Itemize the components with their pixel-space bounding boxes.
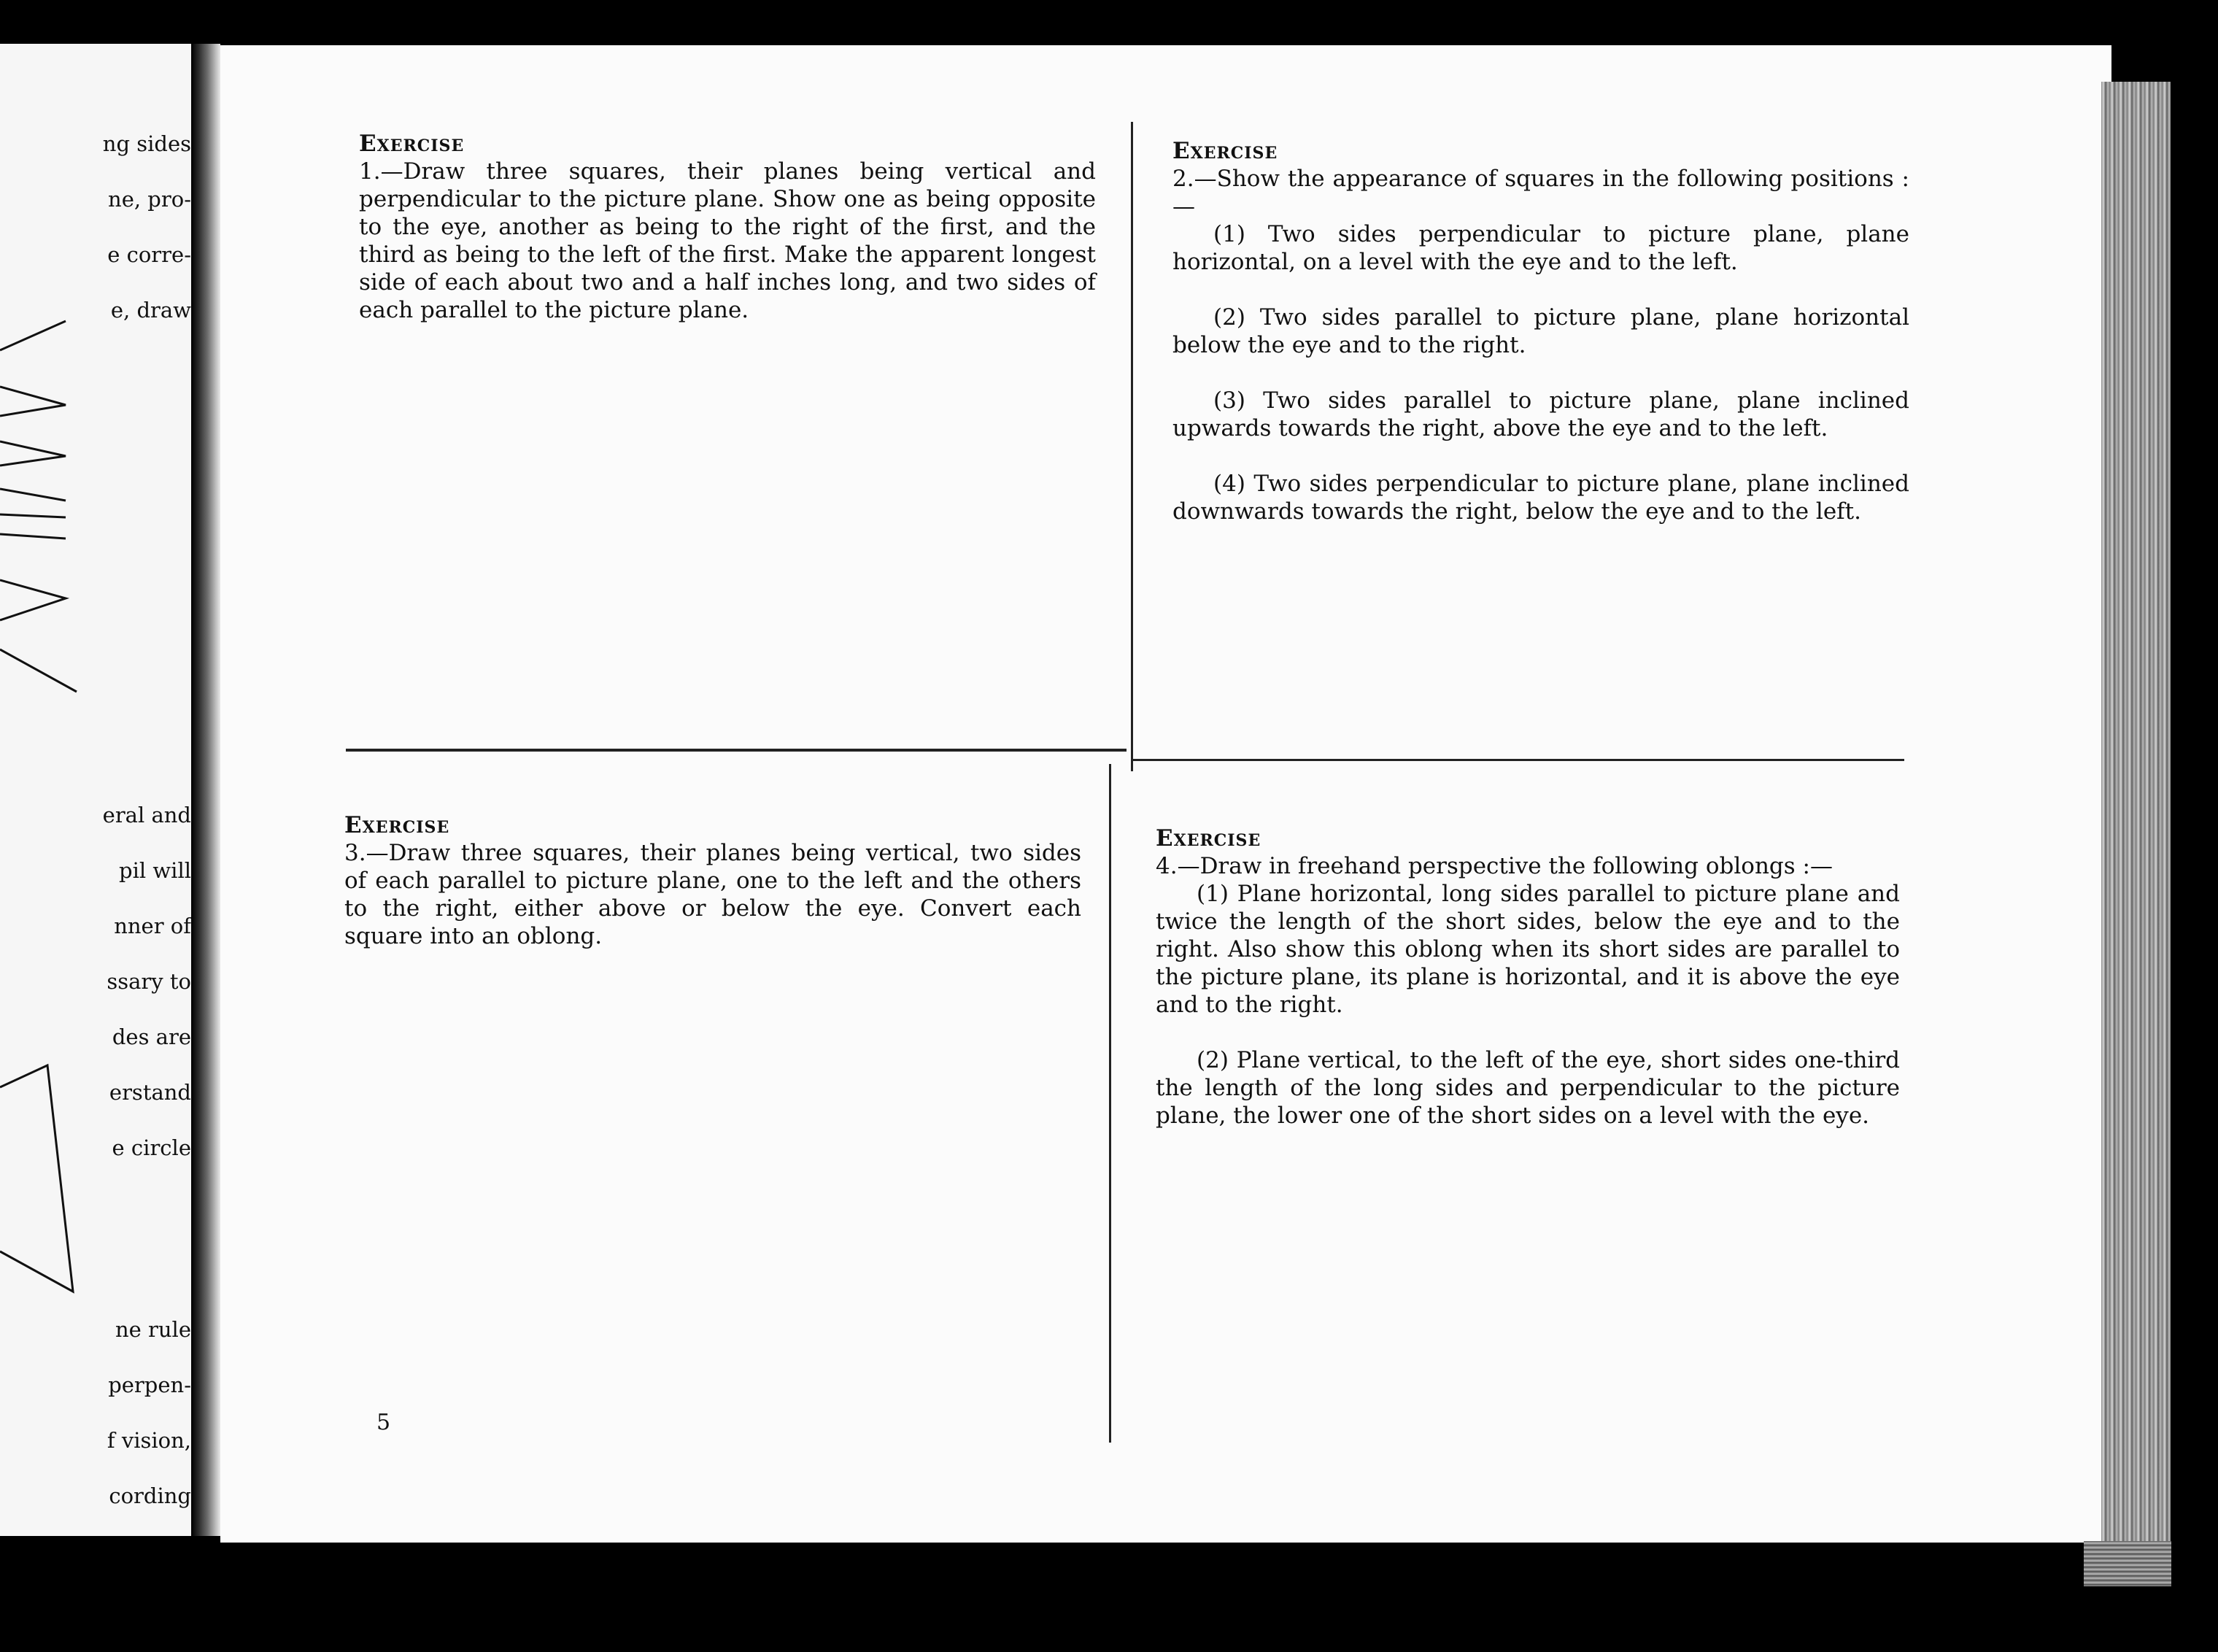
vertical-divider-bottom [1109,764,1111,1443]
left-fragment: cording [109,1483,191,1508]
page-edge-stack [2101,82,2171,1585]
exercise-item: (2) Two sides parallel to picture plane, plane horizontal below the eye and to the right. [1172,304,1909,358]
exercise-item: (4) Two sides perpendicular to picture plane, plane inclined downwards towards the right, below the eye and to the left. [1172,471,1909,525]
left-fragment: erstand [109,1080,191,1105]
exercise-4-block [1156,797,1900,1157]
left-fragment: perpen- [108,1373,191,1397]
vertical-divider-top [1131,122,1133,771]
left-fragment: e, draw [110,298,191,323]
exercise-text: 2.—Show the appearance of squares in the following positions :— [1172,166,1909,220]
left-fragment: e circle [112,1135,191,1160]
exercise-item: (1) Two sides perpendicular to picture plane, plane horizontal, on a level with the eye and to the left. [1172,221,1909,275]
left-page-perspective-figure [0,270,88,737]
exercise-1-block [359,102,1096,324]
left-fragment: pil will [119,858,191,883]
book-gutter [191,44,220,1536]
exercise-3-block [344,784,1081,950]
left-fragment: eral and [102,803,191,827]
exercise-item: (2) Plane vertical, to the left of the eye, short sides one-third the length of the long sides and perpendicular to the picture plane, the lower one of the short sides on a level with the eye. [1156,1047,1900,1129]
left-facing-page [0,44,191,1536]
page-number: 5 [376,1410,391,1435]
left-fragment: ng sides [102,131,191,156]
left-fragment: ne rule [115,1317,191,1342]
page-edge-bottom [2084,1541,2171,1586]
left-fragment: f vision, [107,1428,191,1453]
exercise-heading: Exercise [359,131,465,157]
exercise-text: 3.—Draw three squares, their planes being vertical, two sides of each parallel to picture plane, one to the left and the others to the right, either above or below the eye. Convert each square into an oblong. [344,840,1081,949]
left-page-text-bottom [9,1288,191,1536]
left-fragment: e corre- [107,242,191,267]
horizontal-divider-right [1131,759,1904,761]
main-page [220,45,2111,1543]
exercise-text: 1.—Draw three squares, their planes being vertical and perpendicular to the picture plane. Show one as being opposite to the eye, another as being to the right of the first, and the third as being to the left of the first. Make the apparent longest side of each about two and a half inches long, and two sides of each parallel to the picture plane. [359,158,1096,323]
exercise-heading: Exercise [1172,138,1278,164]
exercise-2-block [1172,109,1909,553]
exercise-item: (1) Plane horizontal, long sides parallel to picture plane and twice the length of the short sides, below the eye and to the right. Also show this oblong when its short sides are parallel to the picture plane, its plane is horizontal, and it is above the eye and to the right. [1156,881,1900,1018]
exercise-item: (3) Two sides parallel to picture plane, plane inclined upwards towards the right, above the eye and to the left. [1172,387,1909,441]
exercise-text: 4.—Draw in freehand perspective the following oblongs :— [1156,853,1833,879]
exercise-heading: Exercise [344,812,450,838]
horizontal-divider-left [346,749,1127,752]
left-fragment: ssary to [107,969,191,994]
left-fragment: des are [112,1024,191,1049]
left-fragment: nner of [114,914,191,938]
exercise-heading: Exercise [1156,825,1261,852]
left-fragment: ne, pro- [108,187,191,212]
left-page-quadrilateral-figure [0,1000,102,1306]
